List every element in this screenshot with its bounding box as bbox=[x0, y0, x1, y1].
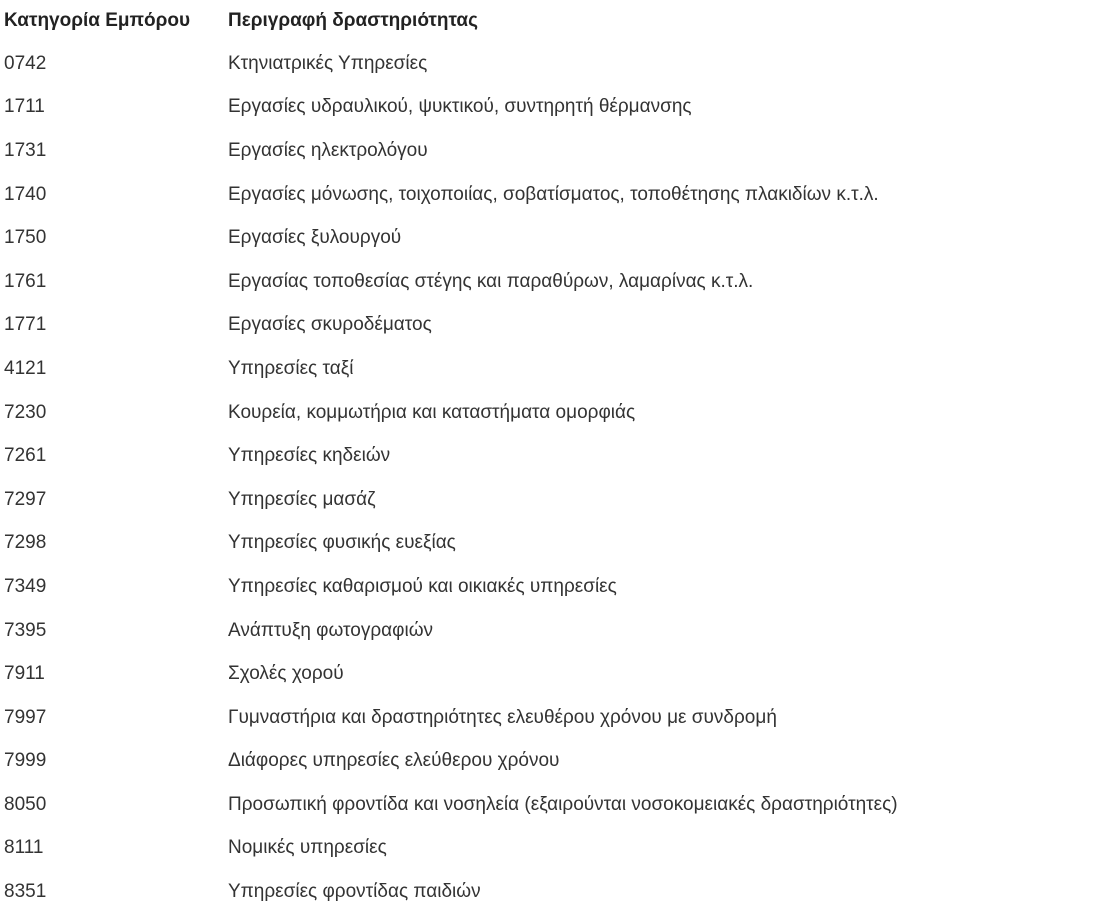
merchant-category-table bbox=[4, 0, 1088, 914]
merchant-category-code: 8351 bbox=[4, 881, 47, 903]
activity-description: Υπηρεσίες φροντίδας παιδιών bbox=[228, 881, 481, 903]
activity-description: Σχολές χορού bbox=[228, 663, 344, 685]
table-row bbox=[4, 827, 1088, 871]
merchant-category-code: 7911 bbox=[4, 663, 45, 685]
activity-description: Γυμναστήρια και δραστηριότητες ελευθέρου χρόνου με συνδρομή bbox=[228, 706, 777, 728]
merchant-category-code: 1711 bbox=[4, 96, 45, 118]
merchant-category-code: 8111 bbox=[4, 837, 44, 859]
merchant-category-code: 7349 bbox=[4, 575, 47, 597]
activity-description: Υπηρεσίες καθαρισμού και οικιακές υπηρεσίες bbox=[228, 575, 617, 597]
merchant-category-code: 0742 bbox=[4, 52, 47, 74]
merchant-category-code: 7297 bbox=[4, 488, 47, 510]
table-row bbox=[4, 522, 1088, 566]
activity-description: Κουρεία, κομμωτήρια και καταστήματα ομορφιάς bbox=[228, 401, 636, 423]
merchant-category-code: 1740 bbox=[4, 183, 47, 205]
table-row bbox=[4, 86, 1088, 130]
table-row bbox=[4, 260, 1088, 304]
activity-description: Υπηρεσίες φυσικής ευεξίας bbox=[228, 532, 456, 554]
merchant-category-code: 4121 bbox=[4, 357, 47, 379]
merchant-category-code: 8050 bbox=[4, 793, 47, 815]
table-row bbox=[4, 304, 1088, 348]
activity-description: Ανάπτυξη φωτογραφιών bbox=[228, 619, 434, 641]
activity-description: Προσωπική φροντίδα και νοσηλεία (εξαιρούνται νοσοκομειακές δραστηριότητες) bbox=[228, 793, 898, 815]
table-body bbox=[4, 42, 1088, 914]
table-row bbox=[4, 434, 1088, 478]
activity-description: Εργασίες σκυροδέματος bbox=[228, 314, 432, 336]
table-row bbox=[4, 609, 1088, 653]
merchant-category-code: 1750 bbox=[4, 227, 47, 249]
activity-description: Νομικές υπηρεσίες bbox=[228, 837, 387, 859]
merchant-category-code: 7298 bbox=[4, 532, 47, 554]
table-row bbox=[4, 565, 1088, 609]
activity-description: Εργασίες ξυλουργού bbox=[228, 227, 402, 249]
table-row bbox=[4, 216, 1088, 260]
merchant-category-code: 7230 bbox=[4, 401, 47, 423]
activity-description: Διάφορες υπηρεσίες ελεύθερου χρόνου bbox=[228, 750, 560, 772]
table-row bbox=[4, 391, 1088, 435]
activity-description: Κτηνιατρικές Υπηρεσίες bbox=[228, 52, 428, 74]
table-row bbox=[4, 478, 1088, 522]
merchant-category-code: 7261 bbox=[4, 445, 47, 467]
activity-description: Υπηρεσίες κηδειών bbox=[228, 445, 391, 467]
table-row bbox=[4, 42, 1088, 86]
table-row bbox=[4, 173, 1088, 217]
header-activity-description: Περιγραφή δραστηριότητας bbox=[228, 10, 478, 31]
table-row bbox=[4, 870, 1088, 914]
table-row bbox=[4, 783, 1088, 827]
table-row bbox=[4, 347, 1088, 391]
table-header-row bbox=[4, 0, 1088, 42]
merchant-category-code: 7395 bbox=[4, 619, 47, 641]
merchant-category-code: 1731 bbox=[4, 139, 47, 161]
header-merchant-category: Κατηγορία Εμπόρου bbox=[4, 10, 191, 31]
merchant-category-code: 7999 bbox=[4, 750, 47, 772]
merchant-category-code: 1771 bbox=[4, 314, 47, 336]
merchant-category-code: 7997 bbox=[4, 706, 47, 728]
activity-description: Εργασίες ηλεκτρολόγου bbox=[228, 139, 428, 161]
table-row bbox=[4, 740, 1088, 784]
table-row bbox=[4, 696, 1088, 740]
activity-description: Υπηρεσίες μασάζ bbox=[228, 488, 376, 510]
activity-description: Εργασίες υδραυλικού, ψυκτικού, συντηρητή θέρμανσης bbox=[228, 96, 692, 118]
activity-description: Εργασίες μόνωσης, τοιχοποιίας, σοβατίσματος, τοποθέτησης πλακιδίων κ.τ.λ. bbox=[228, 183, 879, 205]
merchant-category-code: 1761 bbox=[4, 270, 47, 292]
activity-description: Υπηρεσίες ταξί bbox=[228, 357, 354, 379]
table-row bbox=[4, 652, 1088, 696]
table-row bbox=[4, 129, 1088, 173]
activity-description: Εργασίας τοποθεσίας στέγης και παραθύρων, λαμαρίνας κ.τ.λ. bbox=[228, 270, 754, 292]
